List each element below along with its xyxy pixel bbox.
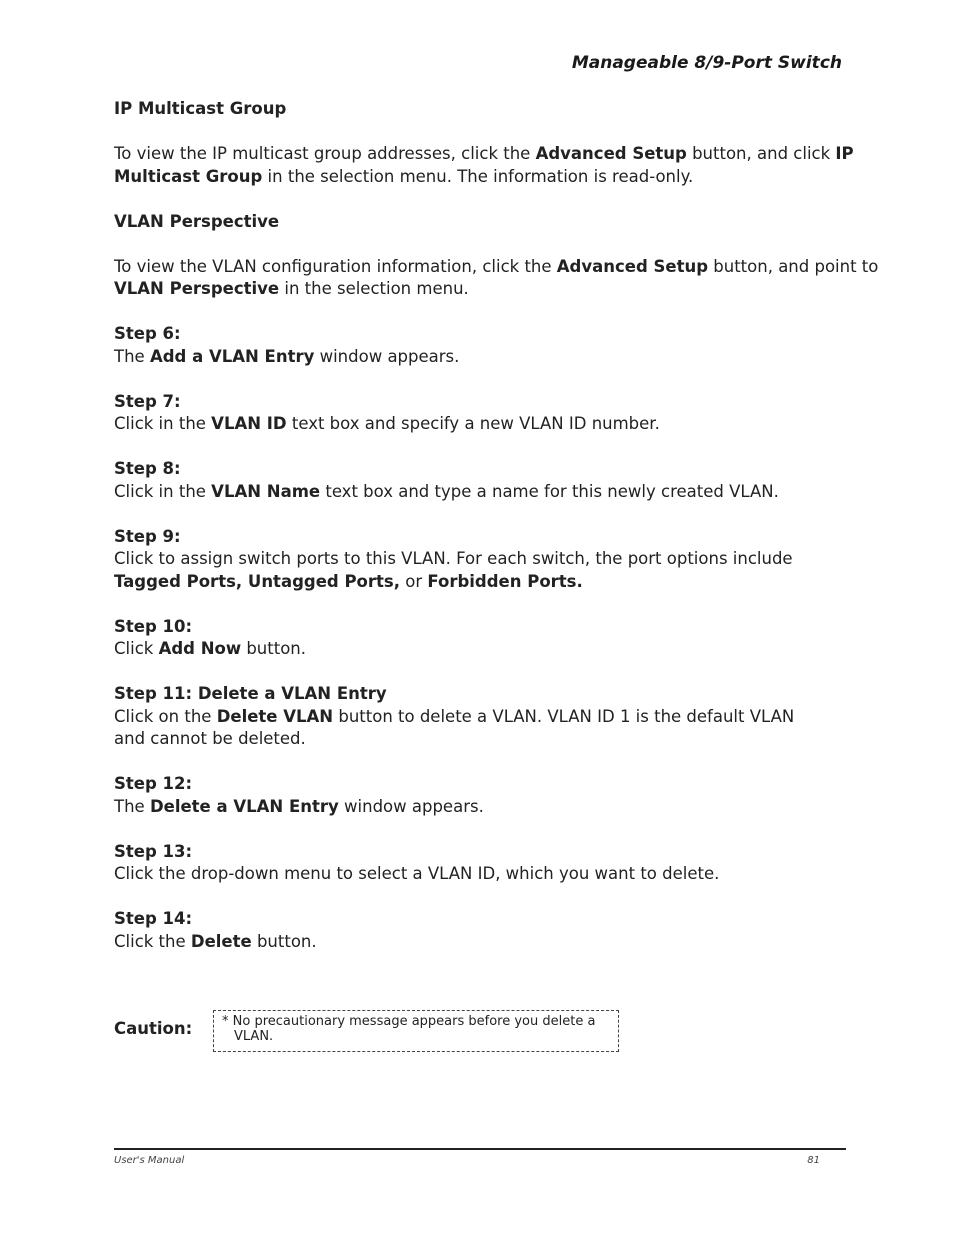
bold-text: Advanced Setup xyxy=(535,144,687,163)
step-label: Step 14: xyxy=(114,909,193,928)
section-heading-vlan-perspective: VLAN Perspective xyxy=(114,211,280,231)
text: in the selection menu. The information is read-only. xyxy=(262,166,694,186)
text: text box and specify a new VLAN ID number. xyxy=(286,414,660,433)
step-text-continued xyxy=(114,571,894,594)
caution-label: Caution: xyxy=(114,1019,193,1038)
step-text: Click the drop-down menu to select a VLAN ID, which you want to delete. xyxy=(114,864,720,883)
bold-text: Delete xyxy=(190,931,252,951)
page-number: 81 xyxy=(807,1155,820,1166)
step-label: Step 13: xyxy=(114,841,193,861)
bold-text: Add a VLAN Entry xyxy=(149,346,315,366)
text: window appears. xyxy=(338,796,484,816)
step-text xyxy=(114,796,894,819)
bold-text: VLAN ID xyxy=(211,414,287,433)
text: button, and click xyxy=(686,144,836,163)
step-text: Click to assign switch ports to this VLAN. For each switch, the port options include xyxy=(114,549,793,568)
caution-text: * No precautionary message appears before you delete a VLAN. xyxy=(222,1014,596,1044)
text: To view the IP multicast group addresses, click the xyxy=(114,144,536,163)
section-heading-ip-multicast: IP Multicast Group xyxy=(114,99,287,118)
paragraph-ip-multicast xyxy=(114,143,894,188)
step-label: Step 12: xyxy=(114,774,193,793)
step-label: Step 7: xyxy=(114,391,181,411)
bold-text: IP Multicast Group xyxy=(114,144,854,186)
text: button to delete a VLAN. VLAN ID 1 is the default VLAN and cannot be deleted. xyxy=(114,706,795,748)
bold-text: Delete VLAN xyxy=(216,706,334,726)
text: text box and type a name for this newly created VLAN. xyxy=(320,481,779,501)
text: button, and point to xyxy=(708,256,879,276)
step-text xyxy=(114,346,894,369)
text: Click in the xyxy=(114,481,212,501)
bold-text: VLAN Name xyxy=(211,481,321,501)
text: window appears. xyxy=(314,346,460,366)
header-title: Manageable 8/9-Port Switch xyxy=(571,53,842,73)
text: Click in the xyxy=(114,414,212,433)
text: The xyxy=(114,796,150,816)
step-label: Step 8: xyxy=(114,459,181,478)
step-text xyxy=(114,413,894,436)
step-text xyxy=(114,706,804,751)
text: or xyxy=(400,571,428,591)
bold-text: Tagged Ports, Untagged Ports, xyxy=(114,571,400,591)
bold-text: VLAN Perspective xyxy=(114,279,280,298)
bold-text: Delete a VLAN Entry xyxy=(149,796,339,816)
step-text xyxy=(114,931,894,954)
text: in the selection menu. xyxy=(279,279,469,298)
bold-text: Add Now xyxy=(158,639,242,658)
bold-text: Advanced Setup xyxy=(556,256,709,276)
text: button. xyxy=(251,931,317,951)
step-label: Step 6: xyxy=(114,324,181,343)
step-label: Step 11: Delete a VLAN Entry xyxy=(114,684,387,703)
step-label: Step 10: xyxy=(114,616,193,636)
caution-box xyxy=(213,1010,619,1052)
document-body xyxy=(114,98,894,953)
paragraph-vlan-perspective xyxy=(114,256,894,301)
footer-divider xyxy=(114,1148,846,1150)
footer-manual-title: User's Manual xyxy=(114,1155,185,1166)
text: The xyxy=(114,346,150,366)
step-label: Step 9: xyxy=(114,526,181,546)
text: button. xyxy=(241,639,307,658)
bold-text: Forbidden Ports. xyxy=(427,571,583,591)
step-text xyxy=(114,481,894,504)
text: To view the VLAN configuration information, click the xyxy=(114,256,557,276)
text: Click on the xyxy=(114,706,217,726)
text: Click xyxy=(114,639,159,658)
step-text xyxy=(114,638,894,661)
text: Click the xyxy=(114,931,191,951)
